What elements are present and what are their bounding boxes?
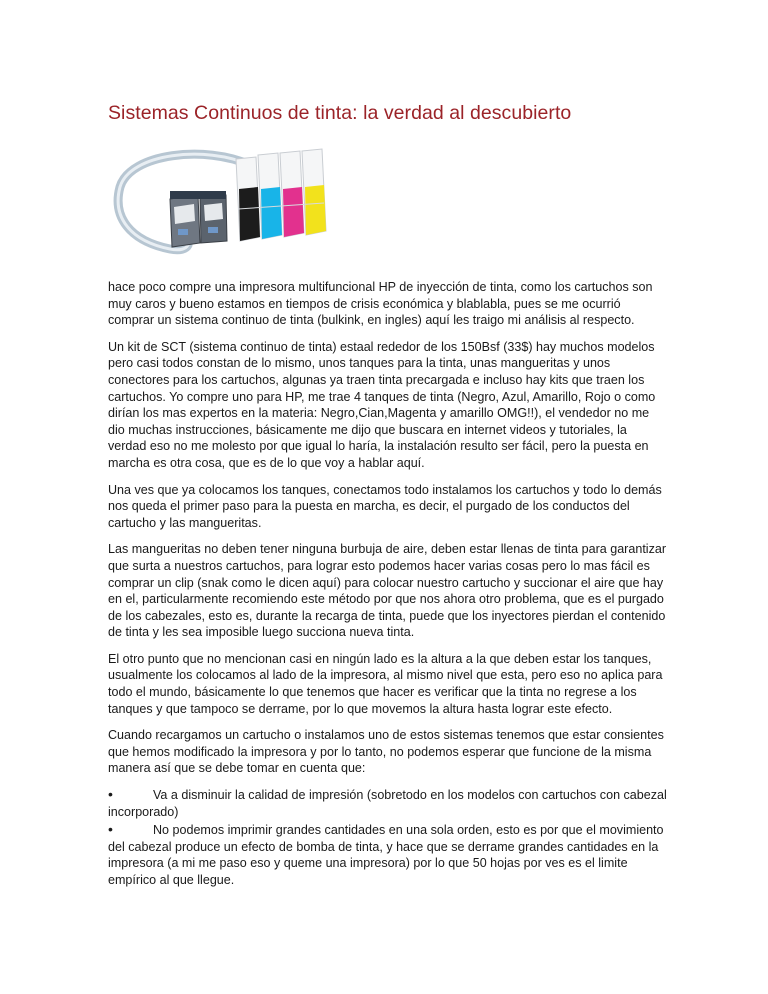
article-body — [108, 279, 668, 891]
ink-tank-magenta — [280, 151, 304, 237]
list-item-text: No podemos imprimir grandes cantidades en una sola orden, esto es por que el movimiento del cabezal produce un efecto de bomba de tinta, y hace que se derrame grandes cantidades en la impresora (a mi me paso eso y queme una impresora) por lo que 50 hojas por ves es el limite empírico al que llegue. — [108, 823, 664, 887]
bullet-list — [108, 787, 668, 889]
ink-tanks — [236, 149, 326, 241]
ink-tank-black — [236, 157, 260, 241]
ink-tank-cyan — [258, 153, 282, 239]
printer-cartridges — [170, 191, 227, 247]
bullet-icon: • — [108, 821, 113, 838]
paragraph: El otro punto que no mencionan casi en ningún lado es la altura a la que deben estar los tanques, usualmente los colocamos al lado de la impresora, al mismo nivel que esta, pero eso no aplica para todo el mundo, básicamente lo que tenemos que hacer es verificar que la tinta no regrese a los tanques y que tampoco se derrame, por lo que movemos la altura hasta lograr este efecto. — [108, 651, 663, 716]
paragraph: Cuando recargamos un cartucho o instalamos uno de estos sistemas tenemos que estar consientes que hemos modificado la impresora y por lo tanto, no podemos esperar que funcione de la misma manera así que se debe tomar en cuenta que: — [108, 728, 664, 776]
document-title: Sistemas Continuos de tinta: la verdad al descubierto — [108, 102, 572, 124]
ink-tank-yellow — [302, 149, 326, 235]
paragraph: Un kit de SCT (sistema continuo de tinta) estaal rededor de los 150Bsf (33$) hay muchos modelos pero casi todos constan de lo mismo, unos tanques para la tinta, unas mangueritas y unos conectores para los cartuchos, algunas ya traen tinta precargada e incluso hay kits que traen los cartuchos. Yo compre uno para HP, me trae 4 tanques de tinta (Negro, Azul, Amarillo, Rojo o como dirían los mas expertos en la materia: Negro,Cian,Magenta y amarillo OMG!!), el vendedor no me dio muchas instrucciones, básicamente me dijo que buscara en internet videos y tutoriales, la verdad eso no me molesto por que igual lo haría, la instalación resulto ser fácil, pero la puesta en marcha es otra cosa, que es de lo que voy a hablar aquí. — [108, 339, 656, 470]
paragraph: hace poco compre una impresora multifuncional HP de inyección de tinta, como los cartuchos son muy caros y bueno estamos en tiempos de crisis económica y blablabla, pues se me ocurrió comprar un sistema continuo de tinta (bulkink, en ingles) aquí les traigo mi análisis al respecto. — [108, 280, 653, 328]
ink-system-photo — [108, 145, 340, 263]
paragraph: Una ves que ya colocamos los tanques, conectamos todo instalamos los cartuchos y todo lo demás nos queda el primer paso para la puesta en marcha, es decir, el purgado de los conductos del cartucho y las mangueritas. — [108, 482, 662, 530]
list-item — [108, 822, 668, 888]
bullet-icon: • — [108, 786, 113, 803]
list-item-text: Va a disminuir la calidad de impresión (sobretodo en los modelos con cartuchos con cabezal incorporado) — [108, 788, 667, 819]
paragraph: Las mangueritas no deben tener ninguna burbuja de aire, deben estar llenas de tinta para garantizar que surta a nuestros cartuchos, para lograr esto podemos hacer varias cosas pero lo mas fácil es comprar un clip (snak como le dicen aquí) para colocar nuestro cartucho y succionar el aire que hay en el, particularmente recomiendo este método por que nos ahora otro problema, que es el purgado de los cabezales, esto es, durante la recarga de tinta, puede que los inyectores pierdan el contenido de tinta y les sea imposible luego succiona nueva tinta. — [108, 542, 667, 640]
list-item — [108, 787, 668, 820]
